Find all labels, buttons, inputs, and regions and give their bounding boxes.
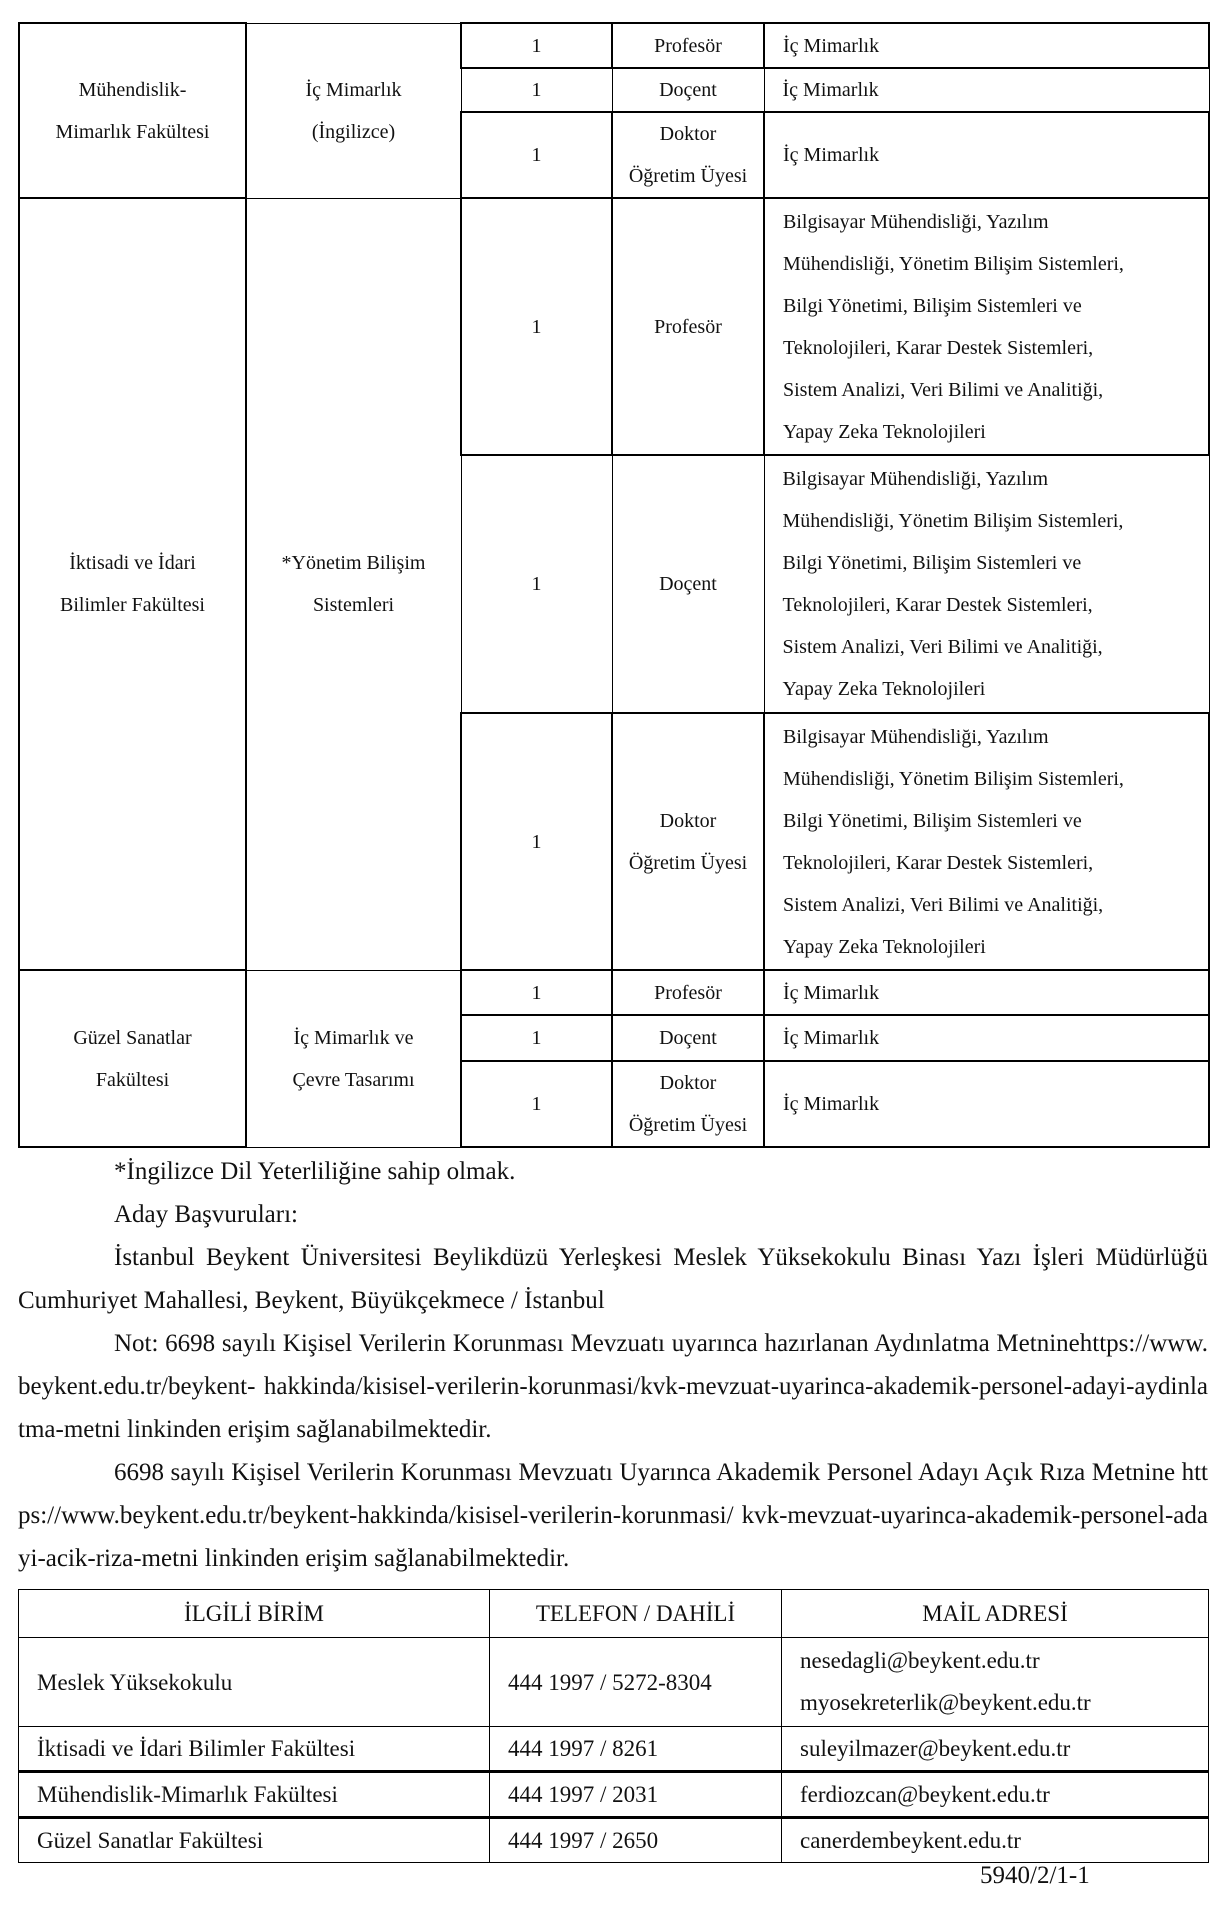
application-address: İstanbul Beykent Üniversitesi Beylikdüzü Yerleşkesi Meslek Yüksekokulu Binası Yazı İşleri Müdürlüğü Cumhuriyet Mahallesi, Beykent, Büyükçekmece / İstanbul [18, 1244, 1208, 1314]
faculty-cell: Mühendislik- Mimarlık Fakültesi [19, 23, 246, 198]
table-row [19, 970, 1209, 1015]
title-cell: Doçent [612, 68, 764, 112]
email-link: canerdembeykent.edu.tr [800, 1828, 1021, 1853]
title-cell: Doktor Öğretim Üyesi [612, 713, 764, 970]
table-row [19, 23, 1209, 68]
title-cell: Profesör [612, 970, 764, 1015]
consent-notice: 6698 sayılı Kişisel Verilerin Korunması Mevzuatı Uyarınca Akademik Personel Adayı Açık Rıza Metnine https://www.beykent.edu.tr/beykent-hakkinda/kisisel-verilerin-korunmasi/ kvk-mevzuat-uyarinca-akademik-personel-adayi-acik-riza-metni linkinden erişim sağlanabilmektedir. [18, 1459, 1208, 1572]
title-cell: Profesör [612, 198, 764, 455]
header-phone: TELEFON / DAHİLİ [490, 1590, 782, 1638]
faculty-cell: İktisadi ve İdari Bilimler Fakültesi [19, 198, 246, 970]
count-cell: 1 [461, 970, 612, 1015]
field-cell: İç Mimarlık [764, 1061, 1209, 1147]
email-cell [782, 1818, 1209, 1863]
header-unit: İLGİLİ BİRİM [19, 1590, 490, 1638]
department-cell: İç Mimarlık (İngilizce) [246, 23, 461, 198]
contact-header-row [19, 1590, 1209, 1638]
field-cell: İç Mimarlık [764, 112, 1209, 198]
email-link[interactable]: nesedagli@beykent.edu.tr [800, 1648, 1040, 1673]
count-cell: 1 [461, 68, 612, 112]
field-cell: Bilgisayar Mühendisliği, Yazılım Mühendisliği, Yönetim Bilişim Sistemleri, Bilgi Yönetimi, Bilişim Sistemleri ve Teknolojileri, Karar Destek Sistemleri, Sistem Analizi, Veri Bilimi ve Analitiği, Yapay Zeka Teknolojileri [764, 713, 1209, 970]
contact-row [19, 1727, 1209, 1772]
title-cell: Doktor Öğretim Üyesi [612, 1061, 764, 1147]
phone-cell: 444 1997 / 5272-8304 [490, 1638, 782, 1727]
count-cell: 1 [461, 713, 612, 970]
count-cell: 1 [461, 198, 612, 455]
unit-cell: Meslek Yüksekokulu [19, 1638, 490, 1727]
applications-heading: Aday Başvuruları: [114, 1201, 298, 1228]
contact-table [18, 1589, 1209, 1863]
count-cell: 1 [461, 23, 612, 68]
footnote: *İngilizce Dil Yeterliliğine sahip olmak. [114, 1158, 516, 1185]
contact-row [19, 1818, 1209, 1863]
email-cell [782, 1772, 1209, 1818]
title-cell: Doktor Öğretim Üyesi [612, 112, 764, 198]
field-cell: Bilgisayar Mühendisliği, Yazılım Mühendisliği, Yönetim Bilişim Sistemleri, Bilgi Yönetimi, Bilişim Sistemleri ve Teknolojileri, Karar Destek Sistemleri, Sistem Analizi, Veri Bilimi ve Analitiği, Yapay Zeka Teknolojileri [764, 455, 1209, 713]
title-cell: Doçent [612, 455, 764, 713]
field-cell: Bilgisayar Mühendisliği, Yazılım Mühendisliği, Yönetim Bilişim Sistemleri, Bilgi Yönetimi, Bilişim Sistemleri ve Teknolojileri, Karar Destek Sistemleri, Sistem Analizi, Veri Bilimi ve Analitiği, Yapay Zeka Teknolojileri [764, 198, 1209, 455]
email-link[interactable]: suleyilmazer@beykent.edu.tr [800, 1736, 1071, 1761]
email-cell [782, 1638, 1209, 1727]
field-cell: İç Mimarlık [764, 23, 1209, 68]
email-link[interactable]: ferdiozcan@beykent.edu.tr [800, 1782, 1050, 1807]
field-cell: İç Mimarlık [764, 970, 1209, 1015]
count-cell: 1 [461, 1015, 612, 1061]
kvkk-notice: Not: 6698 sayılı Kişisel Verilerin Korunması Mevzuatı uyarınca hazırlanan Aydınlatma Metninehttps://www.beykent.edu.tr/beykent- hakkinda/kisisel-verilerin-korunmasi/kvk-mevzuat-uyarinca-akademik-personel-adayi-aydinlatma-metni linkinden erişim sağlanabilmektedir. [18, 1330, 1208, 1443]
count-cell: 1 [461, 1061, 612, 1147]
department-cell: *Yönetim Bilişim Sistemleri [246, 198, 461, 970]
notes-section [18, 1150, 1208, 1580]
email-cell [782, 1727, 1209, 1772]
phone-cell: 444 1997 / 2650 [490, 1818, 782, 1863]
count-cell: 1 [461, 455, 612, 713]
contact-row [19, 1772, 1209, 1818]
title-cell: Doçent [612, 1015, 764, 1061]
positions-table [18, 22, 1210, 1148]
count-cell: 1 [461, 112, 612, 198]
table-row [19, 198, 1209, 455]
email-link[interactable]: myosekreterlik@beykent.edu.tr [800, 1690, 1091, 1715]
department-cell: İç Mimarlık ve Çevre Tasarımı [246, 970, 461, 1147]
reference-code: 5940/2/1-1 [980, 1862, 1090, 1889]
header-email: MAİL ADRESİ [782, 1590, 1209, 1638]
unit-cell: Mühendislik-Mimarlık Fakültesi [19, 1772, 490, 1818]
phone-cell: 444 1997 / 2031 [490, 1772, 782, 1818]
phone-cell: 444 1997 / 8261 [490, 1727, 782, 1772]
unit-cell: Güzel Sanatlar Fakültesi [19, 1818, 490, 1863]
title-cell: Profesör [612, 23, 764, 68]
unit-cell: İktisadi ve İdari Bilimler Fakültesi [19, 1727, 490, 1772]
contact-row [19, 1638, 1209, 1727]
faculty-cell: Güzel Sanatlar Fakültesi [19, 970, 246, 1147]
field-cell: İç Mimarlık [764, 1015, 1209, 1061]
field-cell: İç Mimarlık [764, 68, 1209, 112]
